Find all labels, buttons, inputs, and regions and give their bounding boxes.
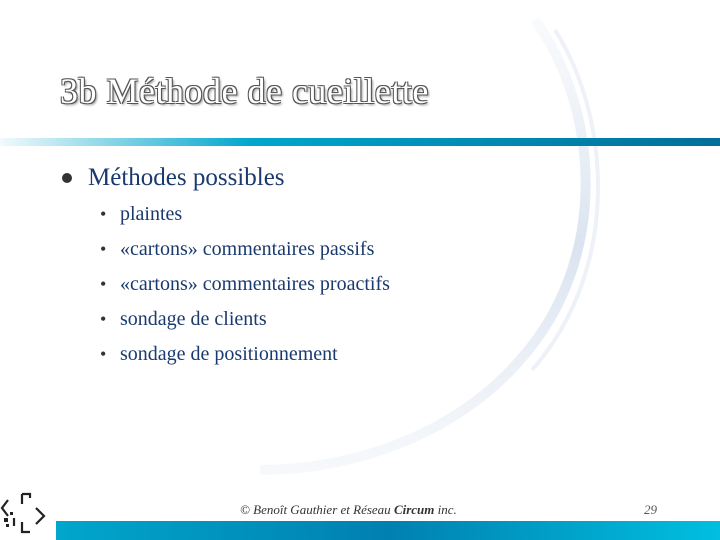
list-item: • sondage de clients <box>100 303 390 338</box>
circum-logo-icon <box>0 488 52 538</box>
footer-bar <box>56 521 720 540</box>
bullet-icon: • <box>100 344 107 364</box>
heading-text: Méthodes possibles <box>88 164 285 191</box>
list-item: • sondage de positionnement <box>100 338 390 373</box>
bullet-icon: • <box>100 274 107 294</box>
copyright-text: © Benoît Gauthier et Réseau Circum inc. <box>240 502 457 517</box>
bullet-icon: • <box>100 309 107 329</box>
title-underline-bar <box>0 138 720 146</box>
bullet-icon: • <box>100 239 107 259</box>
main-bullet <box>62 164 285 192</box>
list-item: • plaintes <box>100 198 390 233</box>
slide-title: 3b Méthode de cueillette <box>60 71 429 111</box>
list-item: • «cartons» commentaires passifs <box>100 233 390 268</box>
sub-bullet-list <box>100 198 390 373</box>
page-number: 29 <box>644 502 657 517</box>
bullet-icon <box>62 173 72 183</box>
list-item: • «cartons» commentaires proactifs <box>100 268 390 303</box>
bullet-icon: • <box>100 204 107 224</box>
